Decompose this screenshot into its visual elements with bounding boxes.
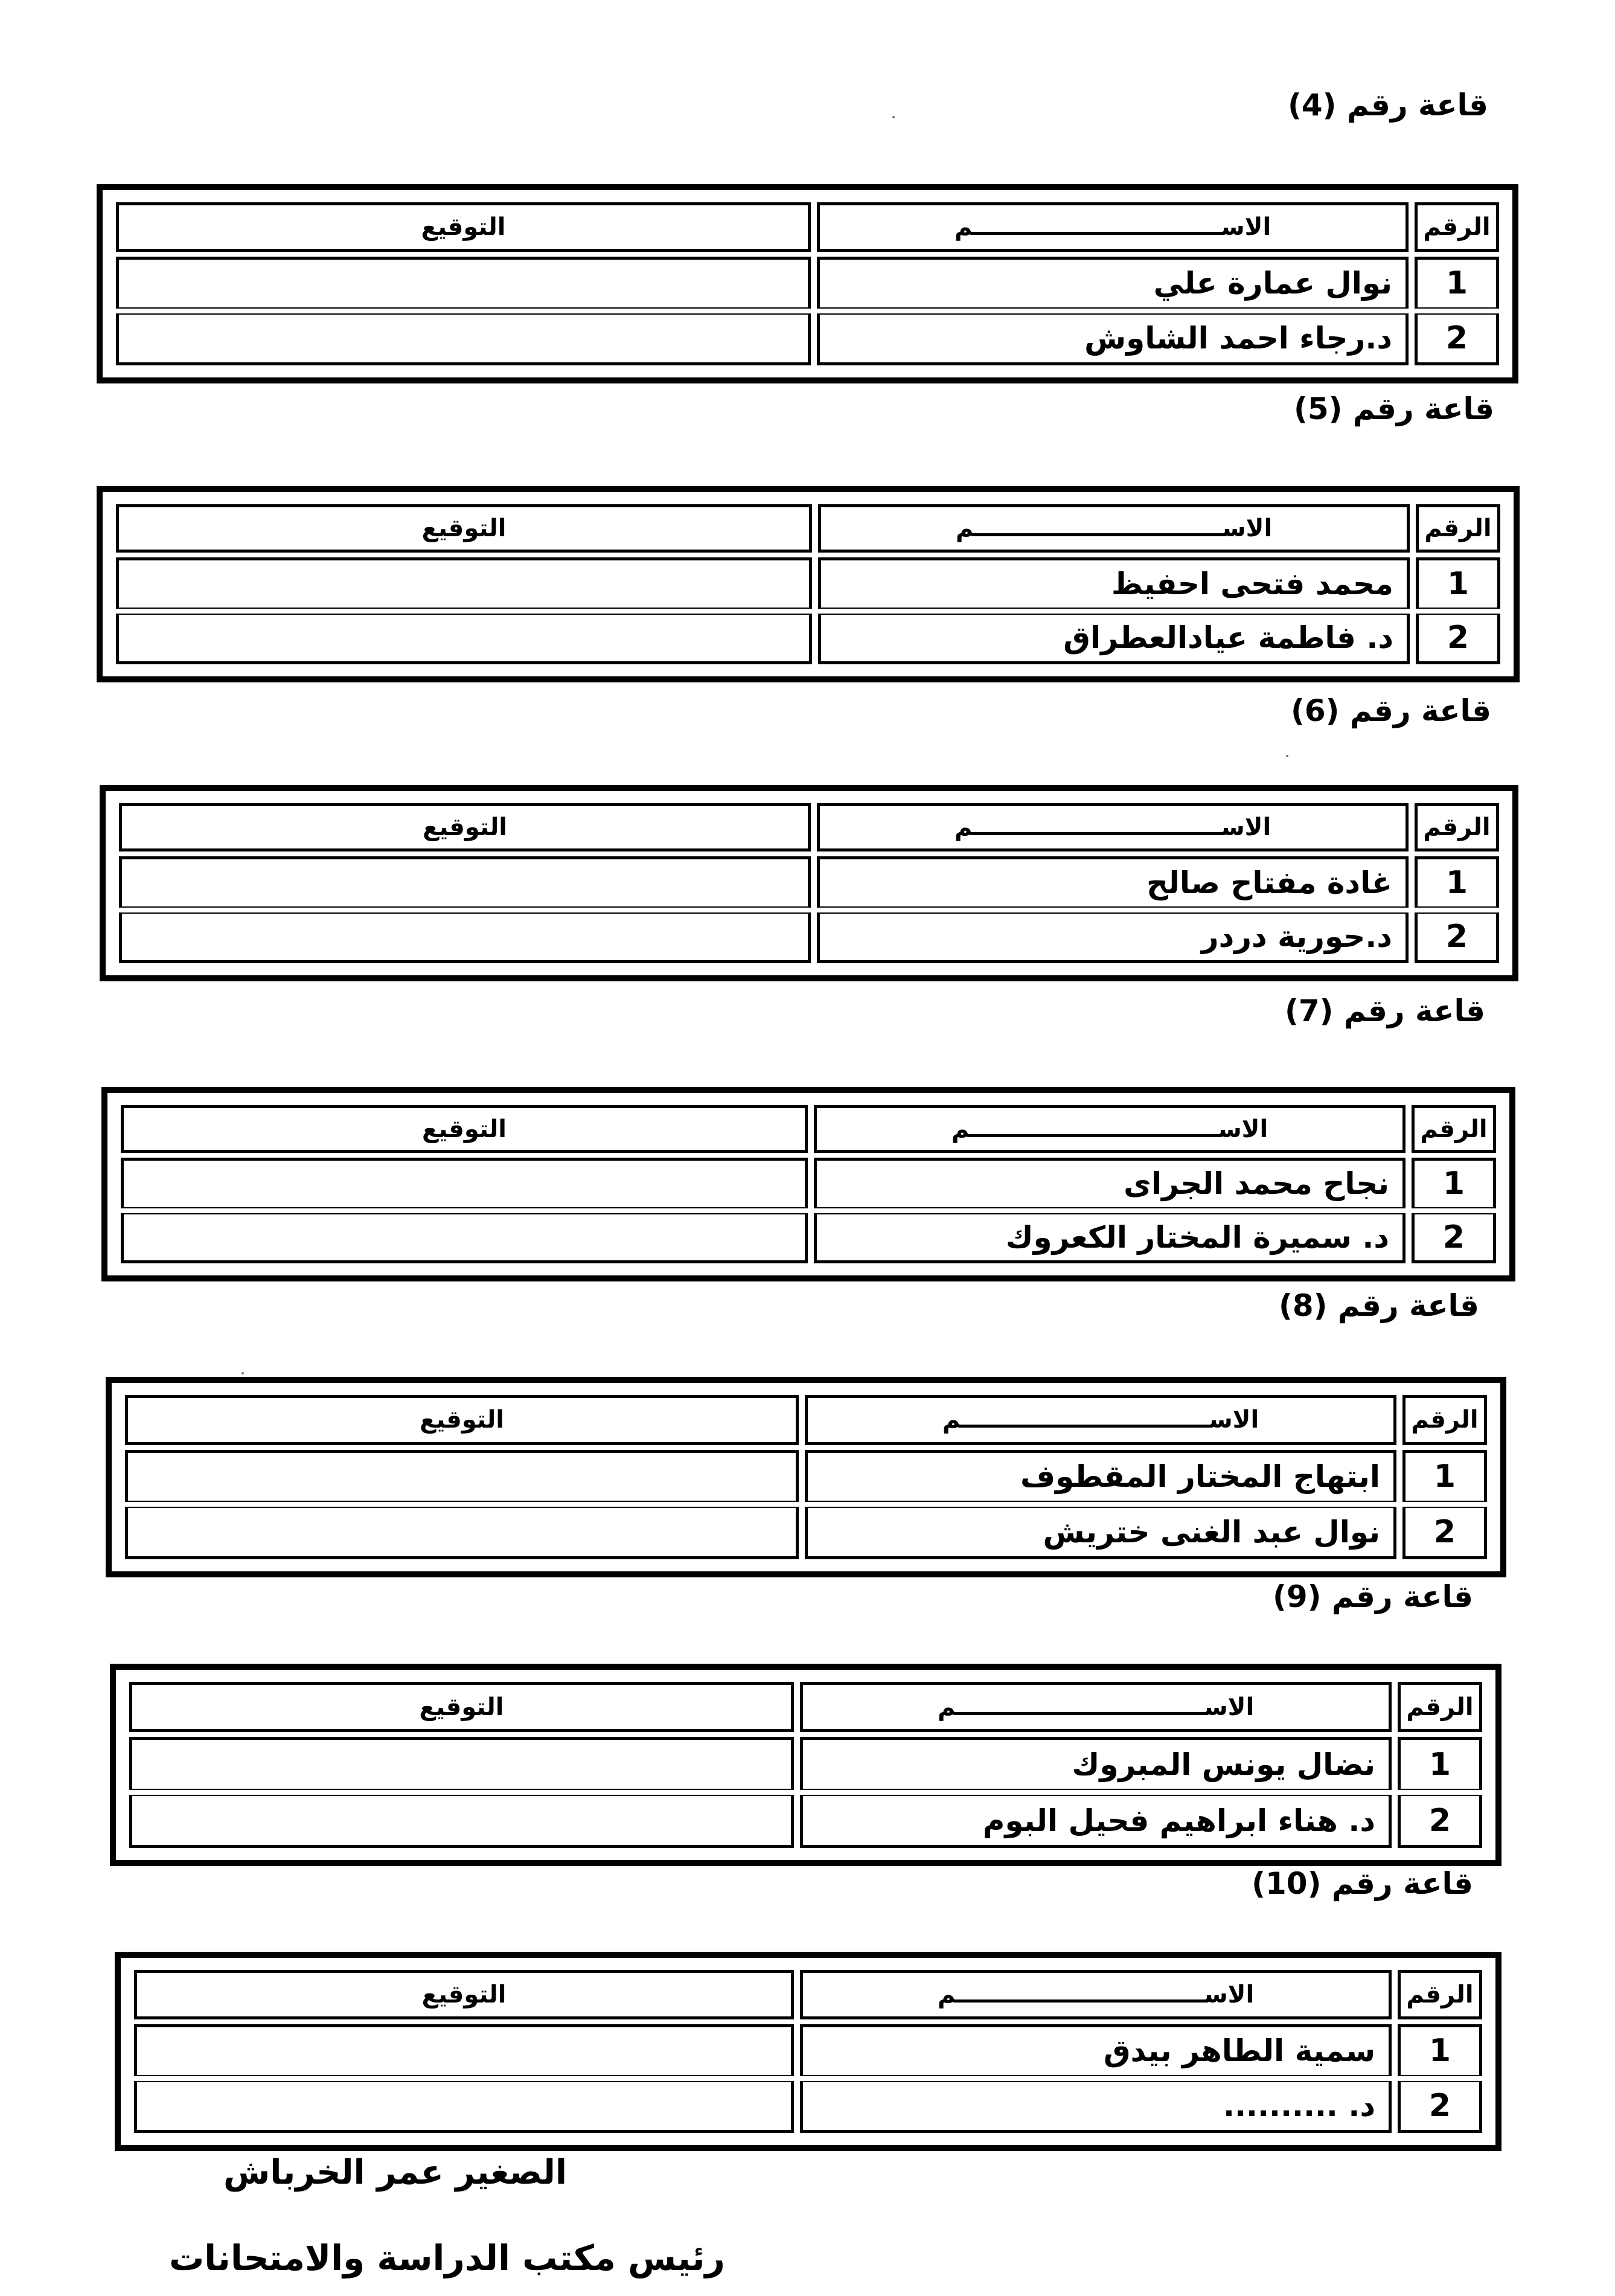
hall-table: [106, 1377, 1506, 1577]
table-header-row: [121, 1105, 1496, 1153]
header-signature: التوقيع: [129, 1682, 794, 1732]
attendance-table: [115, 1100, 1502, 1268]
attendance-table: [113, 798, 1505, 968]
row-number: 2: [1415, 912, 1499, 963]
hall-table: [101, 1087, 1515, 1281]
header-signature: التوقيع: [119, 803, 811, 851]
hall-table: [97, 486, 1520, 682]
header-signature: التوقيع: [134, 1970, 794, 2019]
signature-cell[interactable]: [129, 1795, 794, 1848]
hall-title: قاعة رقم (4): [1287, 88, 1488, 123]
table-row: [116, 614, 1500, 664]
signature-cell[interactable]: [116, 557, 812, 608]
table-row: [125, 1507, 1487, 1559]
header-number: الرقم: [1415, 202, 1499, 252]
row-name: نجاح محمد الجراى: [814, 1158, 1406, 1208]
table-row: [119, 912, 1499, 963]
table-header-row: [129, 1682, 1482, 1732]
hall-title: قاعة رقم (10): [1252, 1866, 1473, 1901]
attendance-table: [110, 499, 1506, 669]
row-number: 1: [1415, 856, 1499, 907]
scan-speck: [1286, 755, 1288, 757]
row-name: د.رجاء احمد الشاوش: [817, 313, 1409, 365]
table-header-row: [116, 504, 1500, 553]
row-number: 2: [1416, 614, 1500, 664]
signature-cell[interactable]: [119, 856, 811, 907]
row-number: 1: [1398, 2024, 1482, 2076]
row-number: 2: [1402, 1507, 1487, 1559]
attendance-table: [119, 1390, 1493, 1564]
signature-cell[interactable]: [129, 1737, 794, 1790]
header-name: الاســــــــــــــــــــــــــــــم: [817, 202, 1409, 252]
row-name: غادة مفتاح صالح: [817, 856, 1409, 907]
table-row: [119, 856, 1499, 907]
hall-table: [110, 1664, 1501, 1866]
table-row: [116, 257, 1499, 309]
signature-cell[interactable]: [121, 1158, 808, 1208]
table-row: [125, 1450, 1487, 1502]
hall-title: قاعة رقم (5): [1293, 391, 1494, 426]
header-number: الرقم: [1398, 1970, 1482, 2019]
scan-speck: [892, 116, 895, 118]
row-number: 2: [1412, 1213, 1496, 1263]
table-row: [134, 2081, 1482, 2133]
hall-title: قاعة رقم (9): [1272, 1579, 1473, 1614]
row-number: 1: [1398, 1737, 1482, 1790]
table-row: [121, 1213, 1496, 1263]
row-name: د. هناء ابراهيم فحيل البوم: [800, 1795, 1392, 1848]
signature-cell[interactable]: [121, 1213, 808, 1263]
row-name: د. فاطمة عيادالعطراق: [818, 614, 1410, 664]
header-name: الاســــــــــــــــــــــــــــــم: [805, 1395, 1396, 1445]
row-name: د. ..........: [800, 2081, 1392, 2133]
header-name: الاســــــــــــــــــــــــــــــم: [818, 504, 1410, 553]
table-row: [121, 1158, 1496, 1208]
attendance-table: [123, 1677, 1488, 1853]
signature-cell[interactable]: [116, 257, 811, 309]
row-name: محمد فتحى احفيظ: [818, 557, 1410, 608]
row-number: 1: [1416, 557, 1500, 608]
hall-title: قاعة رقم (6): [1290, 693, 1491, 728]
signature-cell[interactable]: [116, 614, 812, 664]
signature-cell[interactable]: [125, 1507, 799, 1559]
row-name: سمية الطاهر بيدق: [800, 2024, 1392, 2076]
signature-cell[interactable]: [134, 2024, 794, 2076]
header-name: الاســــــــــــــــــــــــــــــم: [817, 803, 1409, 851]
row-name: نضال يونس المبروك: [800, 1737, 1392, 1790]
header-name: الاســــــــــــــــــــــــــــــم: [814, 1105, 1406, 1153]
row-name: نوال عمارة علي: [817, 257, 1409, 309]
signature-cell[interactable]: [125, 1450, 799, 1502]
signatory-role: رئيس مكتب الدراسة والامتحانات: [169, 2237, 725, 2278]
signature-cell[interactable]: [116, 313, 811, 365]
row-number: 2: [1415, 313, 1499, 365]
header-name: الاســــــــــــــــــــــــــــــم: [800, 1682, 1392, 1732]
header-number: الرقم: [1412, 1105, 1496, 1153]
scan-speck: [241, 1372, 244, 1374]
hall-table: [97, 184, 1518, 383]
header-number: الرقم: [1402, 1395, 1487, 1445]
row-name: ابتهاج المختار المقطوف: [805, 1450, 1396, 1502]
hall-table: [115, 1952, 1501, 2151]
signatory-name: الصغير عمر الخرباش: [223, 2153, 568, 2192]
signature-cell[interactable]: [119, 912, 811, 963]
row-number: 2: [1398, 2081, 1482, 2133]
header-signature: التوقيع: [121, 1105, 808, 1153]
table-row: [134, 2024, 1482, 2076]
table-header-row: [125, 1395, 1487, 1445]
header-number: الرقم: [1415, 803, 1499, 851]
table-header-row: [119, 803, 1499, 851]
table-row: [129, 1795, 1482, 1848]
header-number: الرقم: [1398, 1682, 1482, 1732]
header-name: الاســــــــــــــــــــــــــــــم: [800, 1970, 1392, 2019]
table-header-row: [116, 202, 1499, 252]
attendance-table: [128, 1965, 1488, 2138]
row-number: 1: [1402, 1450, 1487, 1502]
row-name: نوال عبد الغنى ختريش: [805, 1507, 1396, 1559]
row-name: د. سميرة المختار الكعروك: [814, 1213, 1406, 1263]
table-row: [129, 1737, 1482, 1790]
signature-cell[interactable]: [134, 2081, 794, 2133]
header-signature: التوقيع: [116, 202, 811, 252]
header-signature: التوقيع: [125, 1395, 799, 1445]
row-number: 1: [1415, 257, 1499, 309]
hall-title: قاعة رقم (8): [1278, 1288, 1479, 1323]
row-name: د.حورية دردر: [817, 912, 1409, 963]
row-number: 2: [1398, 1795, 1482, 1848]
row-number: 1: [1412, 1158, 1496, 1208]
hall-table: [100, 785, 1518, 981]
table-row: [116, 313, 1499, 365]
table-row: [116, 557, 1500, 608]
table-header-row: [134, 1970, 1482, 2019]
hall-title: قاعة رقم (7): [1284, 993, 1485, 1028]
header-number: الرقم: [1416, 504, 1500, 553]
header-signature: التوقيع: [116, 504, 812, 553]
attendance-table: [110, 197, 1505, 370]
